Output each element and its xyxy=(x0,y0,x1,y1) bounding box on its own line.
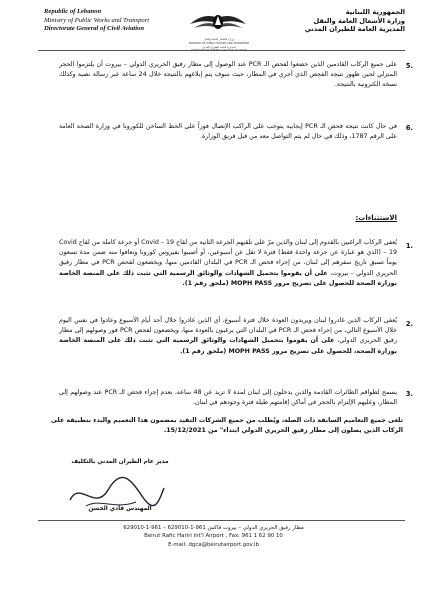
exception-2-bold: على أن يقوموا بتحميل الشهادات والوثائق الرسمية التي تثبت ذلك على المنصة الخاصة بوزارة الصحة، للحصول على تصريح مرور MOPH PASS (ملحق رقم 1). xyxy=(59,337,397,355)
footer-english: Beirut Rafic Hariri Int'l Airport , Fax: 961 1 62 90 10 xyxy=(144,533,283,539)
emblem-caption-ar: وزارة الأشغال العامة والنقل xyxy=(204,38,234,41)
emblem-caption-en: MINISTRY OF PUBLIC WORKS AND TRANSPORT xyxy=(189,41,249,45)
exception-3-text: يسمح لطواقم الطائرات القادمة والذين يدخلون إلى لبنان لمدة لا تزيد عن 48 ساعة، بعدم إجراء فحص الـ PCR عند وصولهم إلى المطار، وعليهم الإلتزام بالحجر في أماكن إقامتهم طيلة فترة وجودهم في لبنان. xyxy=(59,389,397,407)
header-ar-directorate: المديرية العامة للطيران المدني xyxy=(304,25,405,34)
exception-number-2: 2. xyxy=(405,320,413,328)
emblem-caption-ar-2: المديرية العامة للطيران المدني xyxy=(202,45,236,49)
final-notice: تلغى جميع التعاميم السابقة ذات الصلة، ويُطلب من جميع الشركات التقيد بمضمون هذا التعميم والبدء بتطبيقه على الركاب الذين يصلون إلى مطار رفيق الحريري الدولي ابتداء" من 15/12/2021. xyxy=(51,417,403,435)
header-ar-ministry: وزارة الأشغال العامة والنقل xyxy=(313,16,405,25)
exception-2-text: يُعفى الركاب الذين غادروا لبنان ويريدون العودة خلال فترة أسبوع، أي الذين غادروا خلال أحد أيام الأسبوع وعادوا في نفس اليوم خلال الأسبوع التالي، من إجراء فحص الـ PCR في البلدان التي يرغبون بالعودة منها، ويخضعون لفحص PCR فور وصولهم إلى مطار رفيق الحريري الدولي، xyxy=(59,317,397,345)
header-ar-republic: الجمهورية اللبنانية xyxy=(345,8,405,16)
exceptions-heading: الاستثناءات: xyxy=(355,214,397,222)
header-arabic xyxy=(285,8,405,34)
header-en-republic: Republic of Lebanon xyxy=(44,8,102,15)
header-en-ministry: Ministry of Public Works and Transport xyxy=(44,16,150,24)
exception-number-1: 1. xyxy=(405,242,413,250)
header-divider xyxy=(38,50,405,51)
footer-divider xyxy=(38,520,405,521)
header-en-directorate: Directorate General of Civil Aviation xyxy=(44,25,144,33)
exception-number-3: 3. xyxy=(405,390,413,398)
document-page xyxy=(8,4,419,595)
exception-1-text: يُعفى الركاب الراغبين بالقدوم إلى لبنان والذين مرّ على تلقيهم الجرعة الثانية من لقاح Covid – 19 أو جرعة كاملة من لقاح Covid – 19 (الذي هو عبارة عن جرعة واحدة فقط) فترة لا تقل عن أسبوعين، أو أصيبوا بفيروس كورونا وتعافوا منه ضمن مدة تسعون يوماً تسبق تاريخ سفرهم إلى لبنان، من إجراء فحص الـ PCR في البلدان القادمين منها، ويخضعون لفحص PCR في مطار رفيق الحريري الدولي – بيروت، xyxy=(59,239,398,277)
ministry-emblem-icon xyxy=(184,8,252,40)
footer-email: E-mail: dgca@beirutairport.gov.lb xyxy=(168,542,259,548)
signature-name: المهندس فادي الحسن xyxy=(88,506,152,512)
footer-arabic: مطار رفيق الحريري الدولي – بيروت فاكس 961-1-629010 – 961-1-629010 xyxy=(123,525,304,531)
exception-1-bold: على أن يقوموا بتحميل الشهادات والوثائق الرسمية التي تثبت ذلك على المنصة الخاصة بوزارة الصحة للحصول على تصريح مرور MOPH PASS (ملحق رقم 1). xyxy=(59,269,397,287)
exception-1-paragraph xyxy=(59,238,397,289)
item-number-5: 5. xyxy=(405,62,413,70)
exception-2-paragraph xyxy=(59,316,397,357)
header-english xyxy=(44,8,194,34)
item-number-6: 6. xyxy=(405,124,413,132)
item-5-text: على جميع الركاب القادمين الذين خضعوا لفحص الـ PCR عند الوصول إلى مطار رفيق الحريري الدولي – بيروت أن يلتزموا الحجر المنزلي لحين ظهور نتيجة الفحص الذي أجري في المطار، حيث سوف يتم إبلاغهم بالنتيجة خلال 24 ساعة عبر رسالة نصية وكذلك نسخة الكترونية بالنتيجة. xyxy=(59,61,397,89)
item-6-text: في حال كانت نتيجة فحص الـ PCR إيجابية يتوجب على الراكب الإتصال فوراً على الخط الساخن للكورونا في وزارة الصحة العامة على الرقم 1787، وذلك في حال لم يتم التواصل معه من قبل فريق الوزارة. xyxy=(59,123,397,141)
emblem-caption-en-2: DIRECTORATE GENERAL OF CIVIL AVIATION xyxy=(191,49,247,53)
signature-title: مدير عام الطيران المدني بالتكليف xyxy=(71,459,169,465)
